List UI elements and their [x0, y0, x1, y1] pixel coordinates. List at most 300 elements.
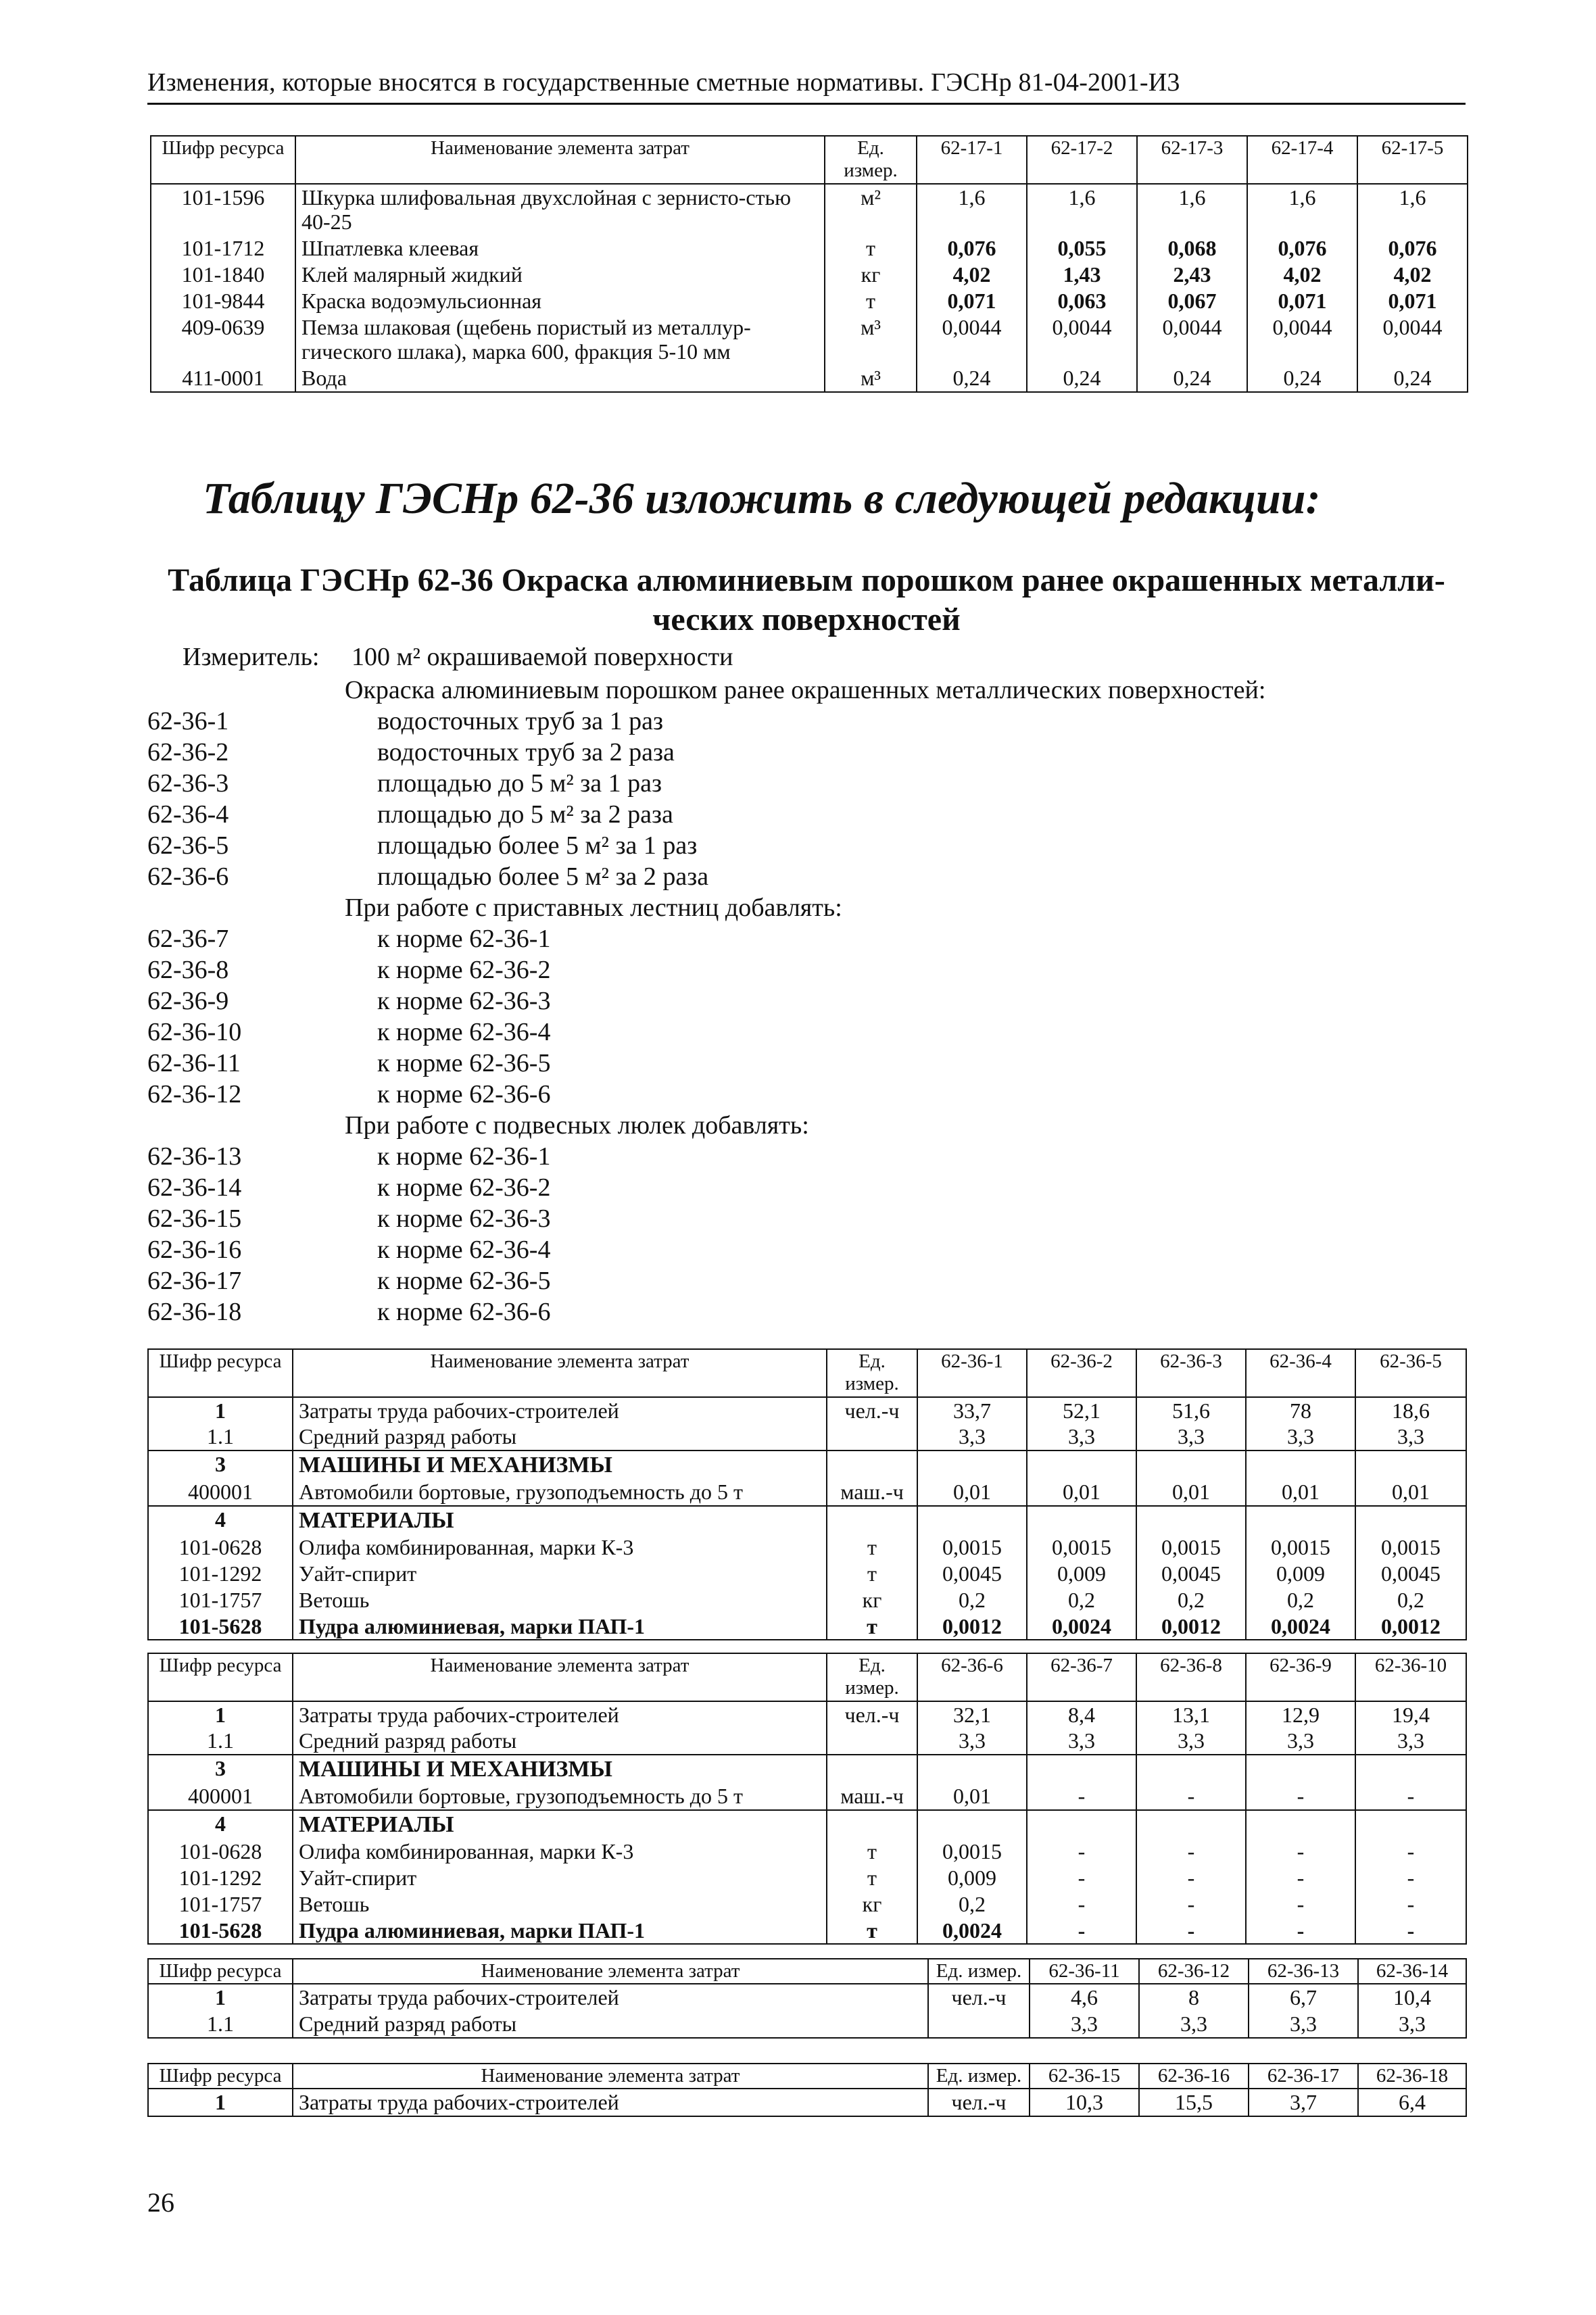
norm-value: 1,6 — [917, 184, 1027, 236]
norm-text: площадью до 5 м² за 1 раз — [377, 769, 662, 798]
column-header: Наименование элемента затрат — [293, 2064, 928, 2089]
resource-unit: т — [827, 1865, 917, 1891]
resource-unit: т — [825, 235, 917, 262]
resource-unit: т — [827, 1561, 917, 1587]
resource-unit — [928, 2011, 1030, 2038]
resource-code: 101-1757 — [148, 1587, 293, 1613]
norm-value: 0,24 — [917, 365, 1027, 392]
norm-value: 0,0015 — [1246, 1534, 1355, 1561]
resource-unit: чел.-ч — [928, 2089, 1030, 2116]
norm-code: 62-36-1 — [147, 707, 229, 735]
resource-code: 101-0628 — [148, 1838, 293, 1865]
norm-value: - — [1246, 1865, 1355, 1891]
norm-value: - — [1027, 1838, 1136, 1865]
norm-value: 0,2 — [917, 1891, 1027, 1918]
resource-name: Затраты труда рабочих-строителей — [293, 1397, 827, 1424]
column-header: 62-36-17 — [1249, 2064, 1358, 2089]
norm-value: 18,6 — [1355, 1397, 1466, 1424]
resource-name: Пудра алюминиевая, марки ПАП-1 — [293, 1918, 827, 1945]
column-header: Ед. измер. — [928, 2064, 1030, 2089]
meter-line — [183, 642, 733, 672]
norm-value: 0,0024 — [1246, 1613, 1355, 1640]
norm-value — [1355, 1451, 1466, 1479]
column-header: 62-36-18 — [1358, 2064, 1466, 2089]
norm-value: 0,009 — [1246, 1561, 1355, 1587]
resource-code: 1 — [148, 1397, 293, 1424]
norm-value: 51,6 — [1136, 1397, 1246, 1424]
resource-unit: т — [827, 1918, 917, 1945]
resource-name: Уайт-спирит — [293, 1561, 827, 1587]
norm-code: 62-36-2 — [147, 738, 229, 766]
resource-name: Затраты труда рабочих-строителей — [293, 1984, 928, 2011]
table-row — [148, 1918, 1466, 1945]
norm-text: к норме 62-36-2 — [377, 1173, 551, 1202]
norm-text: к норме 62-36-4 — [377, 1236, 551, 1264]
norm-value — [1246, 1810, 1355, 1838]
resource-name: Автомобили бортовые, грузоподъемность до 5 т — [293, 1479, 827, 1506]
norm-text: к норме 62-36-1 — [377, 1142, 551, 1171]
column-header: 62-36-12 — [1139, 1959, 1249, 1984]
column-header: 62-17-5 — [1357, 136, 1468, 184]
norm-value — [1355, 1810, 1466, 1838]
resource-code: 101-5628 — [148, 1918, 293, 1945]
resource-unit: маш.-ч — [827, 1783, 917, 1810]
norm-value: 19,4 — [1355, 1701, 1466, 1728]
norm-value — [1136, 1810, 1246, 1838]
norm-code: 62-36-4 — [147, 800, 229, 829]
norm-value: 0,24 — [1247, 365, 1357, 392]
table-row — [148, 1891, 1466, 1918]
resource-name: Средний разряд работы — [293, 1423, 827, 1451]
resource-code: 411-0001 — [151, 365, 295, 392]
resource-code: 1 — [148, 1984, 293, 2011]
norm-value: 3,3 — [1355, 1728, 1466, 1755]
resource-code: 101-1712 — [151, 235, 295, 262]
column-header: 62-36-10 — [1355, 1653, 1466, 1701]
norm-item — [147, 706, 1466, 737]
norm-code: 62-36-13 — [147, 1142, 242, 1171]
norm-group-heading — [147, 892, 1466, 923]
column-header: Шифр ресурса — [148, 1959, 293, 1984]
column-header: 62-17-4 — [1247, 136, 1357, 184]
column-header: 62-36-4 — [1246, 1349, 1355, 1397]
resource-unit: чел.-ч — [928, 1984, 1030, 2011]
norm-value: 12,9 — [1246, 1701, 1355, 1728]
table-row — [151, 365, 1468, 392]
resource-code: 4 — [148, 1506, 293, 1534]
norm-text: к норме 62-36-6 — [377, 1298, 551, 1326]
norm-text: к норме 62-36-3 — [377, 1204, 551, 1233]
norm-code: 62-36-6 — [147, 862, 229, 891]
column-header: Ед. измер. — [928, 1959, 1030, 1984]
norm-value — [1246, 1451, 1355, 1479]
resource-unit: т — [827, 1613, 917, 1640]
column-header: 62-36-8 — [1136, 1653, 1246, 1701]
column-header: Наименование элемента затрат — [293, 1349, 827, 1397]
resource-unit: чел.-ч — [827, 1701, 917, 1728]
resource-unit: м² — [825, 184, 917, 236]
resource-name: Пудра алюминиевая, марки ПАП-1 — [293, 1613, 827, 1640]
column-header: Наименование элемента затрат — [295, 136, 825, 184]
norm-item — [147, 1265, 1466, 1296]
norm-value: 3,3 — [1136, 1423, 1246, 1451]
table-row — [148, 1728, 1466, 1755]
table-header-row — [148, 2064, 1466, 2089]
column-header: Ед. измер. — [827, 1653, 917, 1701]
resource-unit: чел.-ч — [827, 1397, 917, 1424]
norm-group-heading — [147, 675, 1466, 706]
norm-value: - — [1355, 1891, 1466, 1918]
resource-code: 101-5628 — [148, 1613, 293, 1640]
norm-value: 1,6 — [1137, 184, 1247, 236]
norm-value — [1027, 1451, 1136, 1479]
norm-value: 3,3 — [917, 1423, 1027, 1451]
norm-value: 0,01 — [1136, 1479, 1246, 1506]
norm-value: 0,067 — [1137, 288, 1247, 314]
resource-table-62-36-11-14 — [147, 1958, 1467, 2039]
table-header-row — [151, 136, 1468, 184]
resource-code: 1 — [148, 1701, 293, 1728]
norm-value — [917, 1810, 1027, 1838]
column-header: 62-36-13 — [1249, 1959, 1358, 1984]
resource-name: Краска водоэмульсионная — [295, 288, 825, 314]
norm-value: 0,01 — [1355, 1479, 1466, 1506]
norm-value: 33,7 — [917, 1397, 1027, 1424]
table-row — [148, 1865, 1466, 1891]
norm-value: 0,01 — [917, 1479, 1027, 1506]
norm-value: - — [1246, 1783, 1355, 1810]
norm-value: - — [1027, 1891, 1136, 1918]
norm-code: 62-36-18 — [147, 1298, 242, 1326]
norm-text: Окраска алюминиевым порошком ранее окрашенных металлических поверхностей: — [345, 676, 1266, 704]
column-header: Наименование элемента затрат — [293, 1959, 928, 1984]
resource-code: 409-0639 — [151, 314, 295, 366]
norm-value: 32,1 — [917, 1701, 1027, 1728]
table-row — [148, 1984, 1466, 2011]
resource-code: 3 — [148, 1755, 293, 1783]
table-row — [151, 235, 1468, 262]
norm-value — [1136, 1506, 1246, 1534]
norm-value: 0,055 — [1027, 235, 1137, 262]
norm-item — [147, 1234, 1466, 1265]
column-header: 62-36-7 — [1027, 1653, 1136, 1701]
resource-unit: т — [825, 288, 917, 314]
resource-name: МАШИНЫ И МЕХАНИЗМЫ — [293, 1451, 827, 1479]
norm-text: к норме 62-36-4 — [377, 1018, 551, 1046]
table-row — [148, 1397, 1466, 1424]
resource-name: Средний разряд работы — [293, 2011, 928, 2038]
norm-item — [147, 768, 1466, 799]
norm-code: 62-36-8 — [147, 956, 229, 984]
table-row — [148, 1451, 1466, 1479]
norm-value: 0,2 — [1136, 1587, 1246, 1613]
norms-list — [147, 675, 1466, 1327]
norm-value: 0,0045 — [1355, 1561, 1466, 1587]
norm-value: 2,43 — [1137, 262, 1247, 288]
resource-name: Клей малярный жидкий — [295, 262, 825, 288]
column-header: 62-17-2 — [1027, 136, 1137, 184]
norm-value: 0,0012 — [1136, 1613, 1246, 1640]
norm-value: 6,7 — [1249, 1984, 1358, 2011]
norm-value: 0,0044 — [917, 314, 1027, 366]
norm-value: 15,5 — [1139, 2089, 1249, 2116]
resource-code: 1 — [148, 2089, 293, 2116]
norm-value: 0,0044 — [1027, 314, 1137, 366]
column-header: 62-36-6 — [917, 1653, 1027, 1701]
norm-value — [917, 1451, 1027, 1479]
column-header: 62-36-14 — [1358, 1959, 1466, 1984]
resource-name: Вода — [295, 365, 825, 392]
page-number: 26 — [147, 2187, 174, 2218]
resource-name: Автомобили бортовые, грузоподъемность до 5 т — [293, 1783, 827, 1810]
norm-value: 0,0015 — [917, 1534, 1027, 1561]
norm-value: 0,063 — [1027, 288, 1137, 314]
norm-value: 1,6 — [1357, 184, 1468, 236]
norm-value: 1,6 — [1247, 184, 1357, 236]
norm-value: 0,0012 — [1355, 1613, 1466, 1640]
table-row — [148, 2089, 1466, 2116]
norm-value: 0,009 — [917, 1865, 1027, 1891]
resource-name: МАТЕРИАЛЫ — [293, 1506, 827, 1534]
table-row — [148, 1783, 1466, 1810]
norm-value: 0,2 — [917, 1587, 1027, 1613]
norm-value: 13,1 — [1136, 1701, 1246, 1728]
norm-value: 3,7 — [1249, 2089, 1358, 2116]
resource-code: 1.1 — [148, 1423, 293, 1451]
norm-value: - — [1027, 1783, 1136, 1810]
norm-text: водосточных труб за 1 раз — [377, 707, 663, 735]
resource-code: 400001 — [148, 1783, 293, 1810]
norm-value: 1,6 — [1027, 184, 1137, 236]
norm-value: - — [1136, 1918, 1246, 1945]
column-header: 62-36-5 — [1355, 1349, 1466, 1397]
norm-value: 4,02 — [1357, 262, 1468, 288]
norm-code: 62-36-14 — [147, 1173, 242, 1202]
norm-value: - — [1027, 1865, 1136, 1891]
norm-value: 0,2 — [1246, 1587, 1355, 1613]
header-rule — [147, 103, 1466, 105]
norm-value — [917, 1506, 1027, 1534]
resource-unit: т — [827, 1534, 917, 1561]
norm-value — [1027, 1810, 1136, 1838]
norm-value: - — [1246, 1918, 1355, 1945]
resource-unit — [827, 1810, 917, 1838]
norm-value: 8,4 — [1027, 1701, 1136, 1728]
resource-code: 101-1292 — [148, 1561, 293, 1587]
norm-value: 8 — [1139, 1984, 1249, 2011]
norm-value: 3,3 — [1027, 1728, 1136, 1755]
norm-item — [147, 1203, 1466, 1234]
column-header: Наименование элемента затрат — [293, 1653, 827, 1701]
resource-code: 1.1 — [148, 1728, 293, 1755]
norm-text: к норме 62-36-2 — [377, 956, 551, 984]
resource-name: Затраты труда рабочих-строителей — [293, 1701, 827, 1728]
resource-unit — [827, 1451, 917, 1479]
resource-name: Ветошь — [293, 1587, 827, 1613]
norm-value: 0,2 — [1355, 1587, 1466, 1613]
norm-value: 3,3 — [1027, 1423, 1136, 1451]
norm-text: к норме 62-36-3 — [377, 987, 551, 1015]
norm-value: 0,009 — [1027, 1561, 1136, 1587]
norm-value: 3,3 — [1358, 2011, 1466, 2038]
norm-value: - — [1136, 1891, 1246, 1918]
norm-value: 0,24 — [1357, 365, 1468, 392]
norm-value: - — [1246, 1891, 1355, 1918]
norm-value: 0,0045 — [917, 1561, 1027, 1587]
norm-item — [147, 830, 1466, 861]
norm-value: 0,076 — [1247, 235, 1357, 262]
norm-value: 3,3 — [1246, 1423, 1355, 1451]
norm-value — [1355, 1506, 1466, 1534]
table-header-row — [148, 1959, 1466, 1984]
meter-value: 100 м² окрашиваемой поверхности — [352, 643, 733, 671]
norm-value: 4,02 — [1247, 262, 1357, 288]
table-row — [148, 1423, 1466, 1451]
resource-code: 101-0628 — [148, 1534, 293, 1561]
norm-value: 0,0015 — [1136, 1534, 1246, 1561]
table-row — [148, 1701, 1466, 1728]
norm-value: 0,076 — [917, 235, 1027, 262]
resource-table-62-36-6-10 — [147, 1653, 1467, 1945]
norm-value: 3,3 — [917, 1728, 1027, 1755]
norm-value — [1136, 1755, 1246, 1783]
table-row — [148, 2011, 1466, 2038]
table-row — [151, 288, 1468, 314]
norm-value: 0,0024 — [917, 1918, 1027, 1945]
column-header: 62-17-1 — [917, 136, 1027, 184]
table-row — [148, 1534, 1466, 1561]
resource-unit: м³ — [825, 314, 917, 366]
column-header: 62-36-2 — [1027, 1349, 1136, 1397]
norm-value — [1136, 1451, 1246, 1479]
norm-value: 0,0044 — [1137, 314, 1247, 366]
norm-value: 0,071 — [1247, 288, 1357, 314]
norm-item — [147, 737, 1466, 768]
norm-code: 62-36-15 — [147, 1204, 242, 1233]
resource-table-62-36-1-5 — [147, 1348, 1467, 1640]
table-row — [148, 1479, 1466, 1506]
norm-value: 3,3 — [1139, 2011, 1249, 2038]
norm-text: площадью более 5 м² за 2 раза — [377, 862, 709, 891]
table-row — [148, 1561, 1466, 1587]
norm-value: 52,1 — [1027, 1397, 1136, 1424]
norm-text: к норме 62-36-5 — [377, 1049, 551, 1077]
norm-value — [1246, 1506, 1355, 1534]
norm-item — [147, 954, 1466, 985]
resource-name: Шпатлевка клеевая — [295, 235, 825, 262]
norm-value: 4,02 — [917, 262, 1027, 288]
column-header: Шифр ресурса — [151, 136, 295, 184]
resource-code: 101-1757 — [148, 1891, 293, 1918]
resource-unit — [827, 1755, 917, 1783]
norm-text: водосточных труб за 2 раза — [377, 738, 675, 766]
norm-code: 62-36-10 — [147, 1018, 242, 1046]
resource-code: 1.1 — [148, 2011, 293, 2038]
norm-item — [147, 1048, 1466, 1079]
table-row — [148, 1810, 1466, 1838]
resource-code: 400001 — [148, 1479, 293, 1506]
norm-value: 0,068 — [1137, 235, 1247, 262]
norm-text: площадью до 5 м² за 2 раза — [377, 800, 673, 829]
norm-value: - — [1355, 1783, 1466, 1810]
resource-unit: т — [827, 1838, 917, 1865]
norm-code: 62-36-3 — [147, 769, 229, 798]
table-row — [148, 1838, 1466, 1865]
norm-value — [1246, 1755, 1355, 1783]
page-header: Изменения, которые вносятся в государственные сметные нормативы. ГЭСНр 81-04-2001-И3 — [147, 68, 1180, 97]
resource-code: 4 — [148, 1810, 293, 1838]
resource-name: МАТЕРИАЛЫ — [293, 1810, 827, 1838]
norm-value: 0,0015 — [1355, 1534, 1466, 1561]
resource-name: Олифа комбинированная, марки К-3 — [293, 1838, 827, 1865]
norm-item — [147, 985, 1466, 1017]
norm-value: 0,01 — [1027, 1479, 1136, 1506]
norm-value: 0,0012 — [917, 1613, 1027, 1640]
meter-label: Измеритель: — [183, 643, 320, 671]
norm-text: При работе с приставных лестниц добавлять: — [345, 894, 842, 922]
table-row — [151, 314, 1468, 366]
table-row — [148, 1587, 1466, 1613]
column-header: Ед. измер. — [827, 1349, 917, 1397]
norm-item — [147, 1172, 1466, 1203]
column-header: 62-17-3 — [1137, 136, 1247, 184]
resource-name: Шкурка шлифовальная двухслойная с зернисто-стью 40-25 — [295, 184, 825, 236]
norm-value: 0,071 — [917, 288, 1027, 314]
column-header: Шифр ресурса — [148, 1653, 293, 1701]
resource-code: 3 — [148, 1451, 293, 1479]
resource-unit — [827, 1728, 917, 1755]
table-header-row — [148, 1653, 1466, 1701]
norm-value: 4,6 — [1030, 1984, 1139, 2011]
table-header-row — [148, 1349, 1466, 1397]
resource-name: Уайт-спирит — [293, 1865, 827, 1891]
norm-value: - — [1246, 1838, 1355, 1865]
resource-name: Пемза шлаковая (щебень пористый из металлур-гического шлака), марка 600, фракция 5-10 мм — [295, 314, 825, 366]
norm-value: 10,3 — [1030, 2089, 1139, 2116]
column-header: 62-36-1 — [917, 1349, 1027, 1397]
norm-value: 0,0044 — [1357, 314, 1468, 366]
column-header: Ед. измер. — [825, 136, 917, 184]
norm-text: При работе с подвесных люлек добавлять: — [345, 1111, 809, 1140]
norm-value: 3,3 — [1355, 1423, 1466, 1451]
table-row — [148, 1613, 1466, 1640]
norm-value: 0,0015 — [917, 1838, 1027, 1865]
norm-code: 62-36-5 — [147, 831, 229, 860]
norm-value — [1027, 1755, 1136, 1783]
norm-item — [147, 1141, 1466, 1172]
table-row — [151, 184, 1468, 236]
resource-name: МАШИНЫ И МЕХАНИЗМЫ — [293, 1755, 827, 1783]
norm-value: 1,43 — [1027, 262, 1137, 288]
norm-value: 0,2 — [1027, 1587, 1136, 1613]
norm-group-heading — [147, 1110, 1466, 1141]
norm-code: 62-36-9 — [147, 987, 229, 1015]
norm-item — [147, 1079, 1466, 1110]
norm-text: к норме 62-36-5 — [377, 1267, 551, 1295]
resource-name: Ветошь — [293, 1891, 827, 1918]
resource-code: 101-1292 — [148, 1865, 293, 1891]
resource-table-62-36-15-18 — [147, 2063, 1467, 2117]
norm-value: - — [1355, 1865, 1466, 1891]
norm-code: 62-36-17 — [147, 1267, 242, 1295]
column-header: 62-36-11 — [1030, 1959, 1139, 1984]
norm-value: 3,3 — [1246, 1728, 1355, 1755]
norm-value: 3,3 — [1136, 1728, 1246, 1755]
resource-unit: кг — [827, 1891, 917, 1918]
resource-code: 101-1840 — [151, 262, 295, 288]
table-row — [148, 1506, 1466, 1534]
norm-value — [917, 1755, 1027, 1783]
